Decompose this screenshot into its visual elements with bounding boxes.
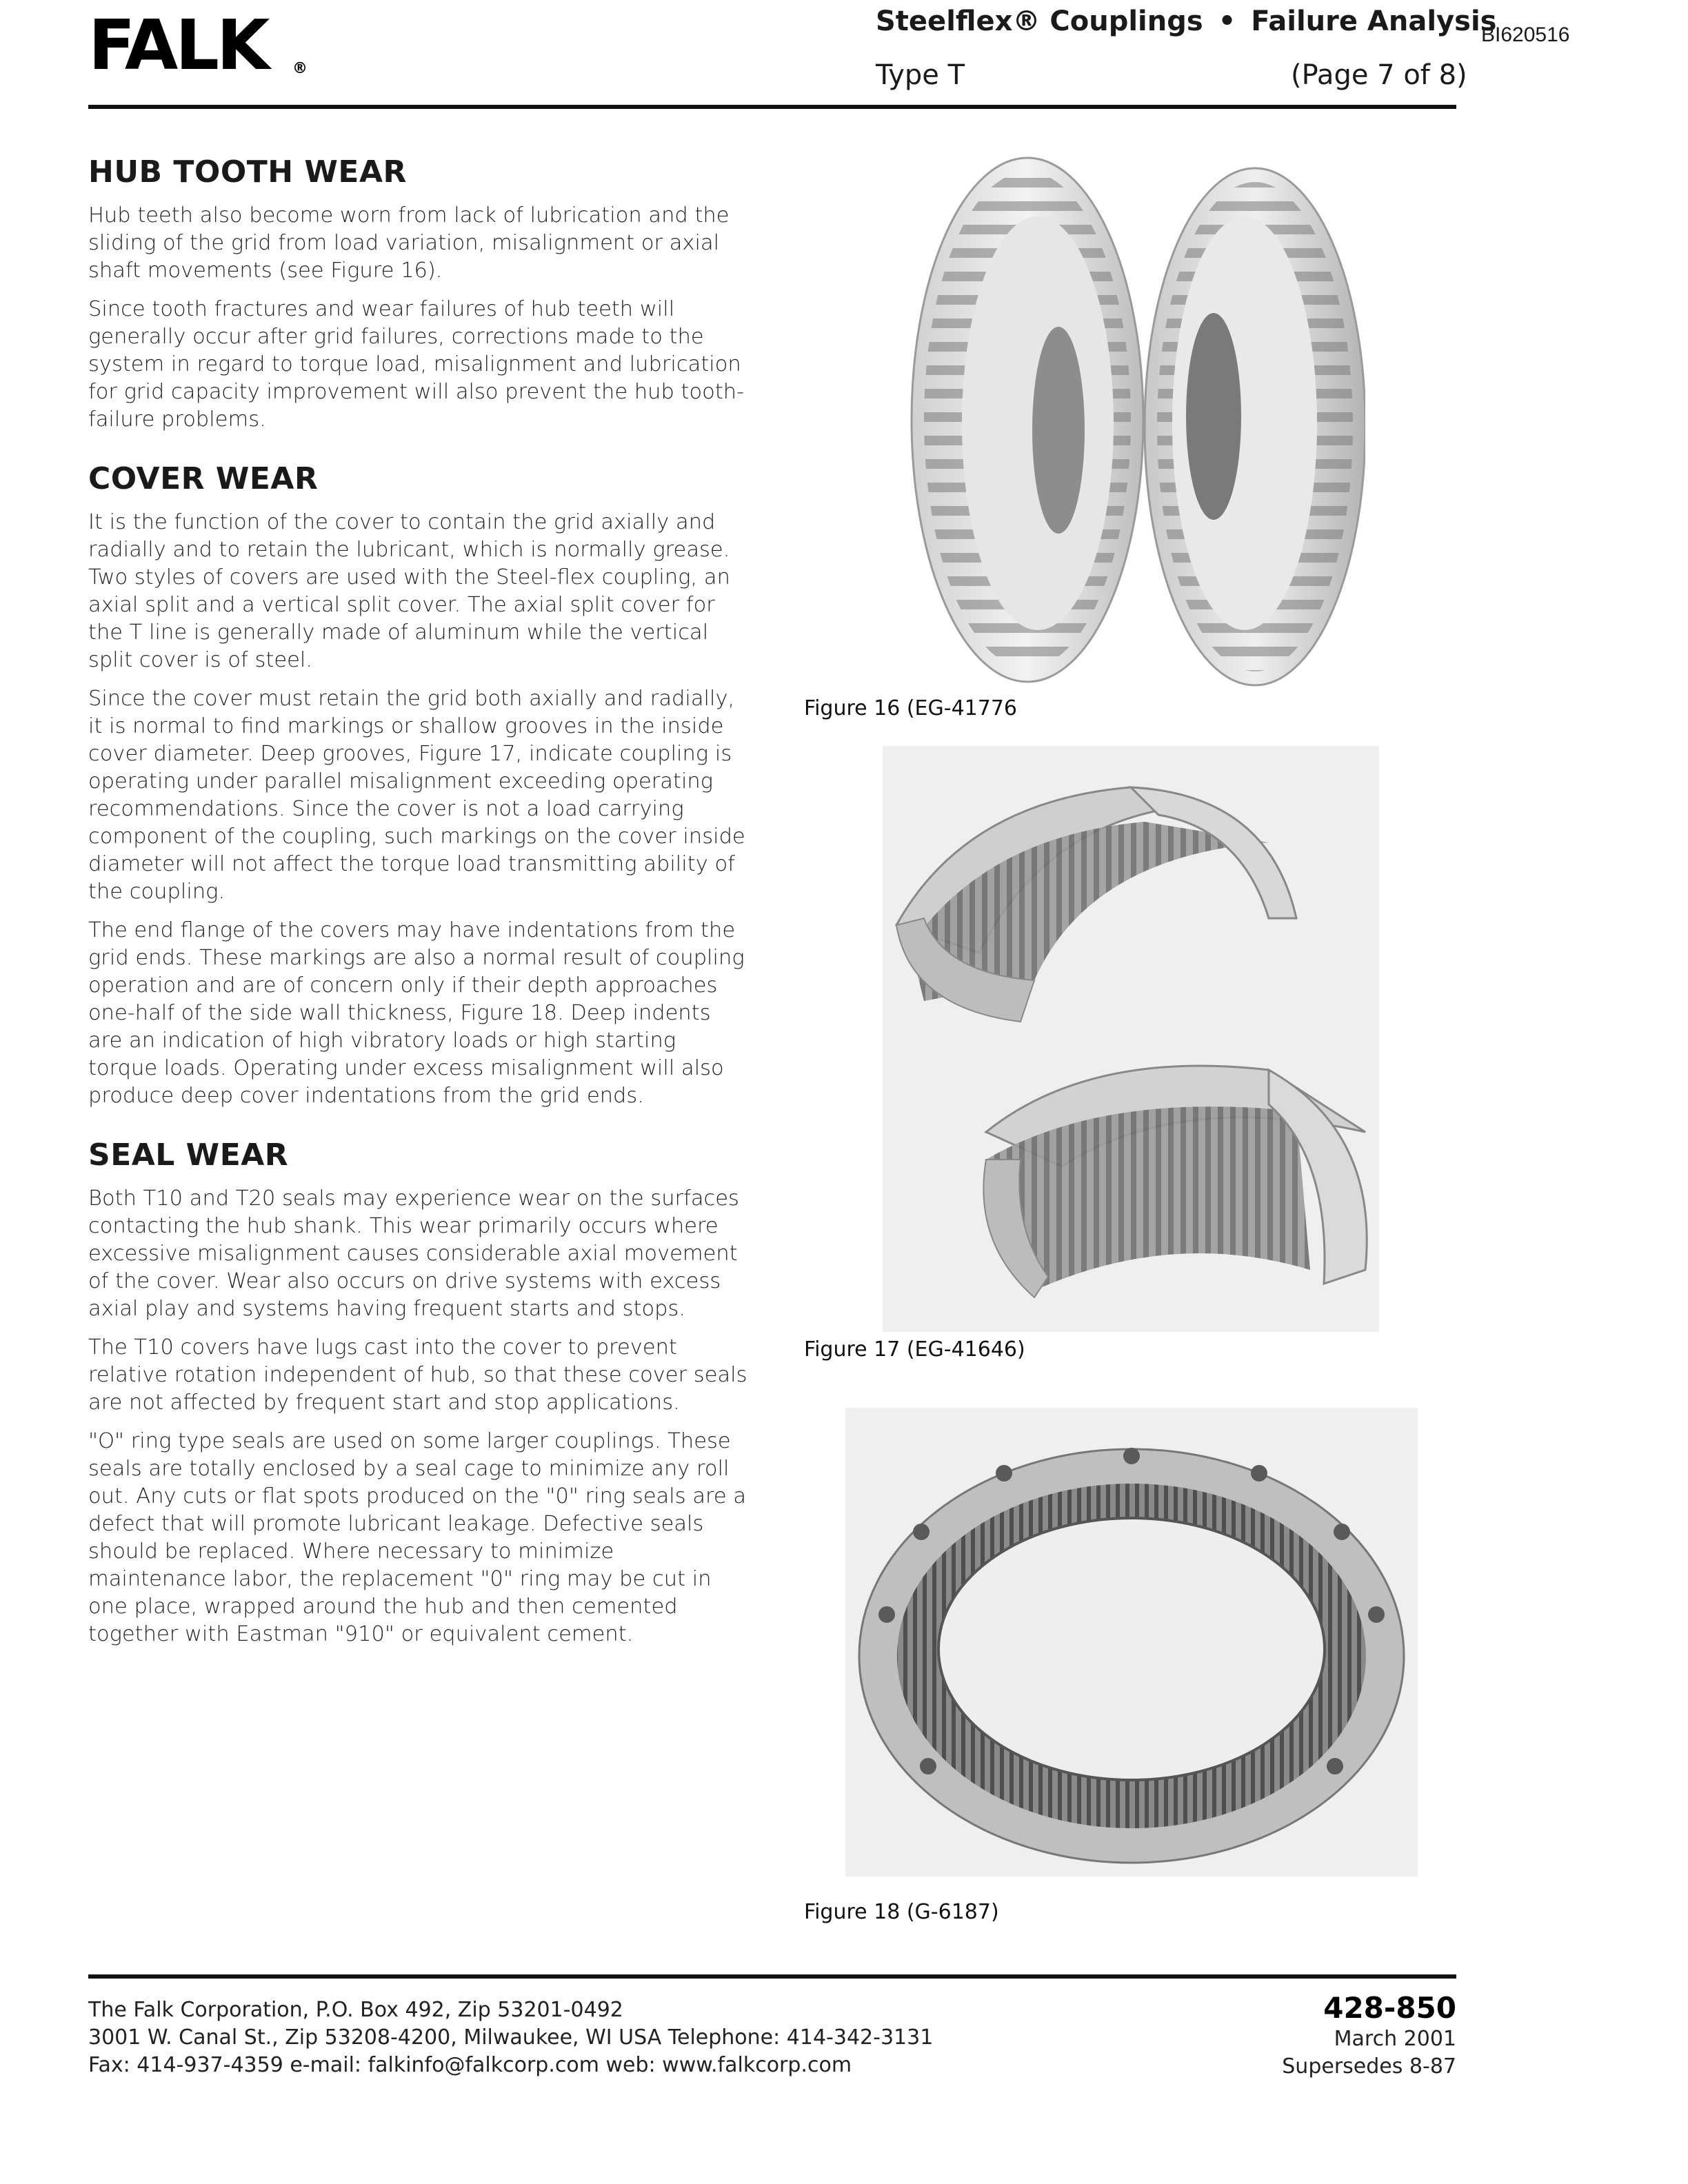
logo-registered-mark: ®: [292, 60, 308, 77]
header-topic: Failure Analysis: [1251, 6, 1497, 37]
section-seal-wear: [88, 1138, 750, 1648]
figure-17-covers-image: [883, 746, 1379, 1332]
section-heading: HUB TOOTH WEAR: [88, 154, 407, 190]
header-bullet: •: [1218, 6, 1236, 37]
paragraph: Since the cover must retain the grid both axially and radially, it is normal to find markings or shallow grooves in the inside cover diameter. Deep grooves, Figure 17, indicate coupling is operating under parallel misalignment exceeding operating recommendations. Since the cover is not a load carrying component of the coupling, such markings on the cover inside diameter will not affect the torque load transmitting ability of the coupling.: [88, 687, 745, 904]
page-label: (Page 7 of 8): [1291, 59, 1467, 91]
paragraph: Since tooth fractures and wear failures of hub teeth will generally occur after grid failures, corrections made to the system in regard to torque load, misalignment and lubrication for grid capacity improvement will also prevent the hub tooth-failure problems.: [88, 297, 745, 432]
figure-18-caption: Figure 18 (G-6187): [804, 1900, 999, 1924]
falk-logo: [88, 5, 308, 85]
header-rule: [88, 105, 1456, 109]
section-cover-wear: [88, 461, 750, 1110]
header-product: Steelflex® Couplings: [876, 6, 1203, 37]
footer-contact-line: Fax: 414-937-4359 e-mail: falkinfo@falkcorp.com web: www.falkcorp.com: [88, 2053, 852, 2077]
footer-address: [88, 1996, 933, 2079]
type-label: Type T: [876, 59, 965, 91]
supersedes-note: Supersedes 8-87: [1282, 2054, 1456, 2079]
footer-address-line: The Falk Corporation, P.O. Box 492, Zip 53201-0492: [88, 1998, 623, 2022]
paragraph: The end flange of the covers may have indentations from the grid ends. These markings are also a normal result of coupling operation and are of concern only if their depth approaches one-half of the side wall thickness, Figure 18. Deep indents are an indication of high vibratory loads or high starting torque loads. Operating under excess misalignment will also produce deep cover indentations from the grid ends.: [88, 918, 745, 1108]
text-column: [88, 154, 750, 1676]
footer-rule: [88, 1974, 1456, 1979]
logo-text: FALK: [88, 5, 268, 85]
section-hub-tooth-wear: [88, 154, 750, 434]
paragraph: Hub teeth also become worn from lack of lubrication and the sliding of the grid from load variation, misalignment or axial shaft movements (see Figure 16).: [88, 203, 730, 283]
figure-16-hubs-image: [910, 154, 1365, 692]
header-title: [876, 6, 1496, 37]
paragraph: "O" ring type seals are used on some larger couplings. These seals are totally enclosed by a seal cage to minimize any roll out. Any cuts or flat spots produced on the "0" ring seals are a defect that will promote lubricant leakage. Defective seals should be replaced. Where necessary to minimize maintenance labor, the replacement "0" ring may be cut in one place, wrapped around the hub and then cemented together with Eastman "910" or equivalent cement.: [88, 1429, 747, 1646]
section-heading: SEAL WEAR: [88, 1138, 289, 1173]
footer-doc-info: [1282, 1991, 1456, 2081]
document-number: 428-850: [1323, 1991, 1456, 2025]
figure-18-flange-image: [845, 1408, 1418, 1877]
section-heading: COVER WEAR: [88, 461, 319, 496]
footer-address-line: 3001 W. Canal St., Zip 53208-4200, Milwaukee, WI USA Telephone: 414-342-3131: [88, 2025, 934, 2050]
paragraph: It is the function of the cover to contain the grid axially and radially and to retain the lubricant, which is normally grease. Two styles of covers are used with the Steel-flex coupling, an axial split and a vertical split cover. The axial split cover for the T line is generally made of aluminum while the vertical split cover is of steel.: [88, 510, 730, 672]
figure-17-caption: Figure 17 (EG-41646): [804, 1337, 1025, 1362]
paragraph: Both T10 and T20 seals may experience wear on the surfaces contacting the hub shank. This wear primarily occurs where excessive misalignment causes considerable axial movement of the cover. Wear also occurs on drive systems with excess axial play and systems having frequent starts and stops.: [88, 1186, 739, 1321]
figure-16-caption: Figure 16 (EG-41776: [804, 696, 1018, 720]
paragraph: The T10 covers have lugs cast into the cover to prevent relative rotation independent of hub, so that these cover seals are not affected by frequent start and stop applications.: [88, 1335, 747, 1415]
document-date: March 2001: [1334, 2027, 1456, 2051]
document-id: BI620516: [1481, 23, 1570, 46]
